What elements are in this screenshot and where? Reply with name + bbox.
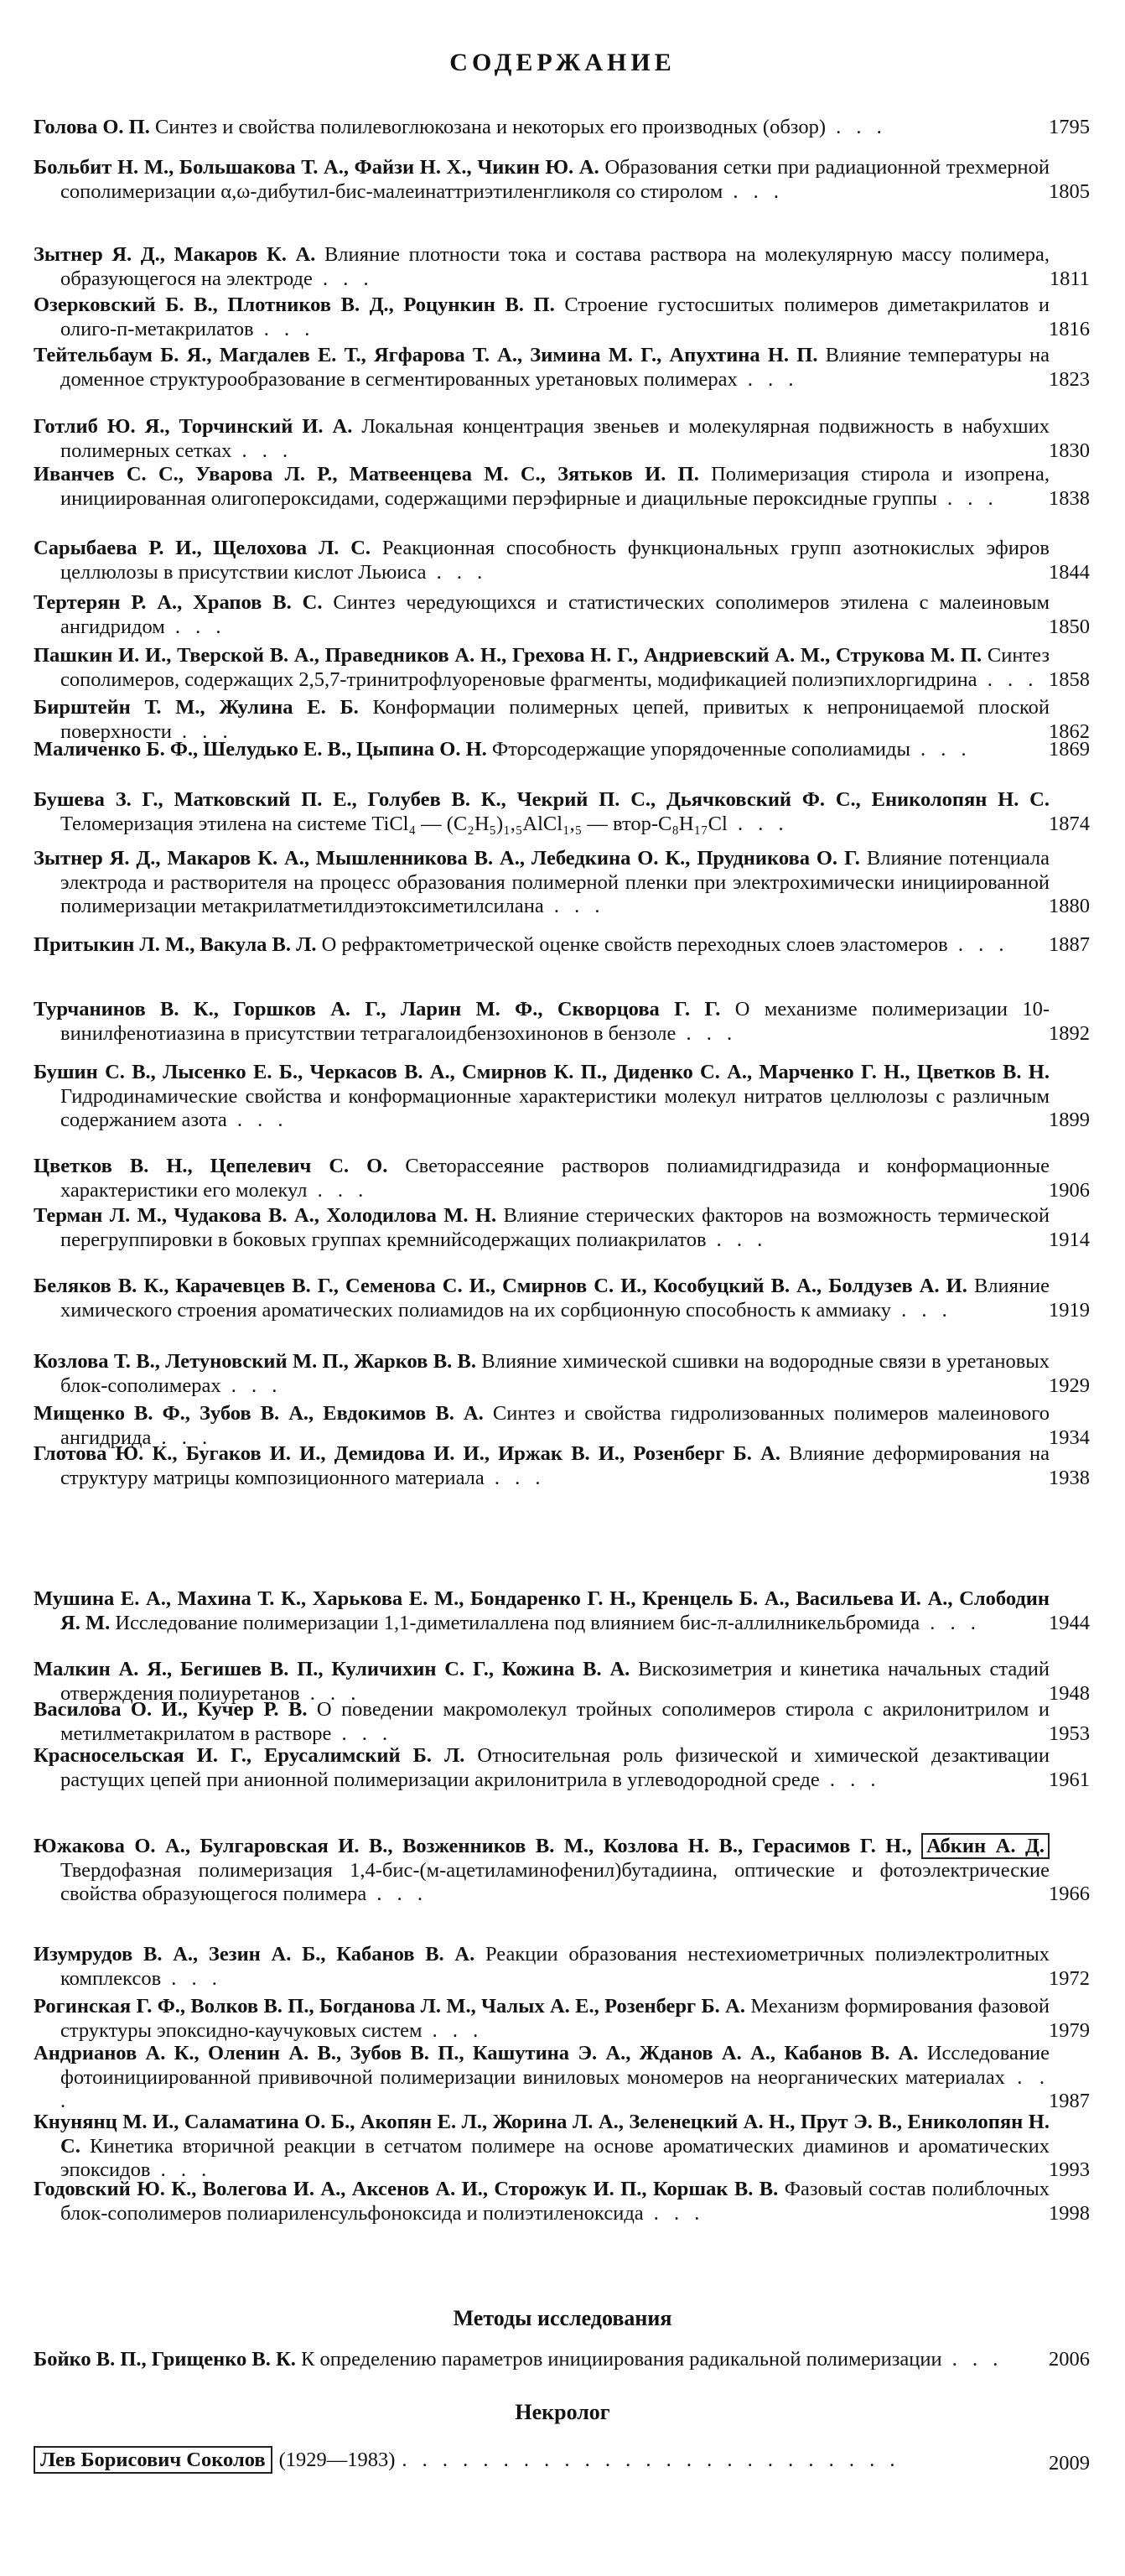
entry-text (34, 156, 1050, 204)
entry-title: Исследование полимеризации 1,1-диметилаллена под влиянием бис-π-аллилникельбромида (115, 1611, 920, 1634)
page-number: 1830 (1049, 439, 1090, 462)
entry-title: Исследование фотоинициированной прививочной полимеризации виниловых мономеров на неорганических материалах (60, 2042, 1050, 2089)
entry-authors: Тертерян Р. А., Храпов В. С. (34, 591, 323, 614)
toc-entry (34, 1442, 1090, 1490)
entry-text (34, 591, 1050, 639)
toc-entry (34, 344, 1090, 392)
entry-text (34, 998, 1050, 1046)
leader-dots: . . . (60, 2065, 1050, 2112)
entry-text (34, 415, 1050, 463)
obituary-entry (34, 2449, 1090, 2477)
entry-text (34, 1155, 1050, 1202)
leader-dots: . . . (220, 1374, 283, 1397)
page-number: 1844 (1049, 560, 1090, 584)
entry-authors: Южакова О. А., Булгаровская И. В., Возженников В. М., Козлова Н. В., Герасимов Г. Н., (34, 1835, 912, 1857)
leader-dots: . . . (331, 1722, 393, 1745)
toc-entry (34, 998, 1090, 1046)
entry-title: Конформации полимерных цепей, привитых к непроницаемой плоской поверхности (60, 696, 1050, 743)
toc-entry (34, 156, 1090, 204)
entry-text (34, 1995, 1050, 2043)
entry-title: Относительная роль физической и химической дезактивации растущих цепей при анионной полимеризации акрилонитрила в углеводородной среде (60, 1744, 1050, 1791)
entry-title: О поведении макромолекул тройных сополимеров стирола с акрилонитрилом и метилметакрилатом в растворе (60, 1698, 1050, 1745)
entry-text (34, 2178, 1050, 2225)
page-number: 1892 (1049, 1021, 1090, 1045)
entry-authors: Тейтельбаум Б. Я., Магдалев Е. Т., Ягфарова Т. А., Зимина М. Г., Апухтина Н. П. (34, 344, 818, 366)
toc-entry (34, 1995, 1090, 2043)
page-number: 1938 (1049, 1466, 1090, 1489)
page-number: 1966 (1049, 1883, 1090, 1905)
page-number: 1811 (1049, 267, 1090, 290)
page-number: 1795 (1049, 116, 1090, 138)
toc-entry (34, 1744, 1090, 1792)
entry-title: О рефрактометрической оценке свойств переходных слоев эластомеров (321, 933, 948, 956)
toc-entry (34, 1275, 1090, 1322)
entry-authors: Притыкин Л. М., Вакула В. Л. (34, 933, 317, 956)
entry-authors: Красносельская И. Г., Ерусалимский Б. Л. (34, 1744, 465, 1767)
page-number: 1880 (1049, 895, 1090, 917)
entry-text (34, 1061, 1050, 1133)
entry-title: Реакционная способность функциональных групп азотнокислых эфиров целлюлозы в присутствии кислот Льюиса (60, 537, 1050, 584)
toc-entry (34, 1061, 1090, 1133)
entry-text (34, 738, 1050, 762)
leader-dots: . . . (164, 615, 226, 638)
entry-title: Влияние химической сшивки на водородные связи в уретановых блок-сополимерах (60, 1350, 1050, 1397)
entry-authors: Андрианов А. К., Оленин А. В., Зубов В. П., Кашутина Э. А., Жданов А. А., Кабанов В. А. (34, 2042, 919, 2064)
leader-dots: . . . (312, 267, 374, 290)
leader-dots: . . . (253, 317, 315, 340)
entry-title: Фторсодержащие упорядоченные сополиамиды (491, 738, 910, 761)
page-number: 1953 (1049, 1722, 1090, 1745)
entry-authors: Зытнер Я. Д., Макаров К. А., Мышленникова В. А., Лебедкина О. К., Прудникова О. Г. (34, 847, 860, 870)
toc-entry (34, 2348, 1090, 2372)
section-title-methods: Методы исследования (453, 2306, 672, 2330)
entry-title: Полимеризация стирола и изопрена, инициированная олигопероксидами, содержащими перэфирные и диацильные пероксидные группы (60, 463, 1050, 510)
section-title-obituary: Некролог (515, 2400, 610, 2424)
entry-title: Синтез сополимеров, содержащих 2,5,7-тринитрофлуореновые фрагменты, модификацией полиэпихлоргидрина (60, 644, 1050, 691)
page-number: 1948 (1049, 1681, 1090, 1705)
page-number: 1961 (1049, 1768, 1090, 1791)
entry-text (34, 1350, 1050, 1398)
entry-authors: Голова О. П. (34, 116, 150, 138)
entry-text (34, 1442, 1050, 1490)
leader-dots: . . . (936, 486, 998, 510)
page-number: 1919 (1049, 1298, 1090, 1322)
page-number: 1869 (1049, 738, 1090, 761)
toc-entry (34, 1698, 1090, 1746)
leader-dots: . . . (947, 933, 1009, 956)
entry-authors: Мищенко В. Ф., Зубов В. А., Евдокимов В. А. (34, 1402, 484, 1425)
toc-entry (34, 1350, 1090, 1398)
entry-authors: Мушина Е. А., Махина Т. К., Харькова Е. М., Бондаренко Г. Н., Кренцель Б. А., Васильева И. А., Слободин Я. М. (34, 1587, 1050, 1634)
toc-entry (34, 591, 1090, 639)
entry-title: Гидродинамические свойства и конформационные характеристики молекул нитратов целлюлозы с различным содержанием азота (60, 1084, 1050, 1131)
toc-entry (34, 1204, 1090, 1252)
page-number: 1993 (1049, 2158, 1090, 2181)
entry-text (34, 2348, 1050, 2372)
leader-dots: . . . (543, 895, 605, 917)
entry-text (34, 463, 1050, 511)
entry-authors: Годовский Ю. К., Волегова И. А., Аксенов А. И., Сторожук И. П., Коршак В. В. (34, 2178, 779, 2200)
entry-title: Строение густосшитых полимеров диметакрилатов и олиго-п-метакрилатов (60, 293, 1050, 340)
entry-title: Теломеризация этилена на системе TiCl₄ — (C₂H₅)₁,₅AlCl₁,₅ — втор-C₈H₁₇Cl (60, 812, 728, 835)
entry-authors: Пашкин И. И., Тверской В. А., Праведников А. Н., Грехова Н. Г., Андриевский А. М., Струкова М. П. (34, 644, 982, 667)
entry-authors: Рогинская Г. Ф., Волков В. П., Богданова Л. М., Чалых А. Е., Розенберг Б. А. (34, 1995, 745, 2018)
leader-dots: . . . (941, 2348, 1003, 2371)
toc-entry (34, 1155, 1090, 1202)
entry-title: Кинетика вторичной реакции в сетчатом полимере на основе ароматических диаминов и ароматических эпоксидов (60, 2134, 1050, 2181)
page-number: 2006 (1049, 2348, 1090, 2371)
page-number: 1887 (1049, 933, 1090, 956)
entry-text (34, 1275, 1050, 1322)
entry-text (34, 788, 1050, 836)
leader-dots: . . . (643, 2201, 705, 2225)
entry-title: Фазовый состав полиблочных блок-сополимеров полиариленсульфоноксида и полиэтиленоксида (60, 2178, 1050, 2225)
entry-title: О механизме полимеризации 10-винилфенотиазина в присутствии тетрагалоидбензохинонов в бензоле (60, 998, 1050, 1045)
page-number: 1823 (1049, 367, 1090, 391)
toc-entry (34, 847, 1090, 919)
entry-title: Влияние деформирования на структуру матрицы композиционного материала (60, 1442, 1050, 1489)
entry-authors: Готлиб Ю. Я., Торчинский И. А. (34, 415, 353, 438)
entry-text (34, 696, 1050, 744)
entry-title: Влияние плотности тока и состава раствора на молекулярную массу полимера, образующегося на электроде (60, 243, 1050, 290)
toc-entry (34, 1943, 1090, 1991)
entry-authors: Иванчев С. С., Уварова Л. Р., Матвеенцева М. С., Зятьков И. П. (34, 463, 699, 486)
entry-authors: Малкин А. Я., Бегишев В. П., Куличихин С. Г., Кожина В. А. (34, 1658, 630, 1680)
page-number: 1858 (1049, 667, 1090, 691)
toc-entry (34, 293, 1090, 341)
leader-dots: . . . (977, 667, 1039, 691)
page-title: СОДЕРЖАНИЕ (449, 49, 676, 76)
page-number: 1987 (1049, 2090, 1090, 2112)
leader-dots: . . . (676, 1021, 738, 1045)
entry-text (34, 1943, 1050, 1991)
entry-text (34, 933, 1050, 958)
entry-authors: Глотова Ю. К., Бугаков И. И., Демидова И. И., Иржак В. И., Розенберг Б. А. (34, 1442, 780, 1465)
entry-title: К определению параметров инициирования радикальной полимеризации (301, 2348, 942, 2371)
entry-title: Твердофазная полимеризация 1,4-бис-(м-ацетиламинофенил)бутадиина, оптические и фотоэлектрические свойства образующегося полимера (60, 1858, 1050, 1905)
toc-entry (34, 1587, 1090, 1635)
entry-text (34, 2042, 1050, 2114)
toc-entry (34, 243, 1090, 291)
entry-authors: Кнунянц М. И., Саламатина О. Б., Акопян Е. Л., Жорина Л. А., Зеленецкий А. Н., Прут Э. В., Ениколопян Н. С. (34, 2111, 1050, 2158)
entry-authors: Зытнер Я. Д., Макаров К. А. (34, 243, 316, 266)
entry-authors: Озерковский Б. В., Плотников В. Д., Роцункин В. П. (34, 293, 555, 316)
page-number: 1874 (1049, 812, 1090, 835)
page-number: 1906 (1049, 1178, 1090, 1202)
leader-dots: . . . . . . . . . . . . . . . . . . . . . . . . . (402, 2449, 900, 2471)
leader-dots: . . . (891, 1298, 952, 1322)
leader-dots: . . . (299, 1681, 361, 1705)
entry-title: Вискозиметрия и кинетика начальных стадий отверждения полиуретанов (60, 1658, 1050, 1705)
deceased-author: Абкин А. Д. (921, 1833, 1050, 1859)
toc-entry (34, 2178, 1090, 2225)
page-number: 1929 (1049, 1374, 1090, 1397)
entry-text (34, 847, 1050, 919)
entry-authors: Бушева З. Г., Матковский П. Е., Голубев В. К., Чекрий П. С., Дьячковский Ф. С., Ениколопян Н. С. (34, 788, 1050, 811)
page-number: 1979 (1049, 2018, 1090, 2042)
toc-entry (34, 788, 1090, 836)
leader-dots: . . . (422, 2018, 484, 2042)
page-number: 1805 (1049, 179, 1090, 203)
entry-text (34, 537, 1050, 584)
obituary-years: (1929—1983) (278, 2449, 396, 2471)
leader-dots: . . . (723, 179, 785, 203)
leader-dots: . . . (307, 1178, 369, 1202)
leader-dots: . . . (819, 1768, 881, 1791)
leader-dots: . . . (737, 367, 799, 391)
page-number: 1998 (1049, 2201, 1090, 2225)
toc-entry (34, 933, 1090, 958)
leader-dots: . . . (161, 1966, 222, 1990)
entry-text (34, 293, 1050, 341)
entry-authors: Изумрудов В. А., Зезин А. Б., Кабанов В. А. (34, 1943, 475, 1966)
leader-dots: . . . (706, 1228, 768, 1251)
toc-entry (34, 537, 1090, 584)
page-number: 1944 (1049, 1611, 1090, 1634)
toc-entry (34, 696, 1090, 744)
leader-dots: . . . (171, 719, 233, 743)
page-number: 1838 (1049, 486, 1090, 510)
entry-authors: Бушин С. В., Лысенко Е. Б., Черкасов В. А., Смирнов К. П., Диденко С. А., Марченко Г. Н., Цветков В. Н. (34, 1061, 1050, 1083)
leader-dots: . . . (150, 2158, 212, 2181)
page-number: 1850 (1049, 615, 1090, 638)
entry-text (34, 116, 1050, 140)
leader-dots: . . . (484, 1466, 546, 1489)
entry-text (34, 243, 1050, 291)
leader-dots: . . . (366, 1883, 428, 1905)
entry-text (34, 1698, 1050, 1746)
entry-authors: Турчанинов В. К., Горшков А. Г., Ларин М. Ф., Скворцова Г. Г. (34, 998, 721, 1021)
entry-authors: Василова О. И., Кучер Р. В. (34, 1698, 308, 1721)
entry-authors: Сарыбаева Р. И., Щелохова Л. С. (34, 537, 371, 559)
toc-entry (34, 116, 1090, 140)
page-number: 1899 (1049, 1109, 1090, 1131)
entry-text (34, 644, 1050, 692)
leader-dots: . . . (231, 439, 293, 462)
entry-text (34, 1587, 1050, 1635)
leader-dots: . . . (727, 812, 789, 835)
entry-title: Синтез и свойства полилевоглюкозана и некоторых его производных (обзор) (154, 116, 826, 138)
toc-entry (34, 2042, 1090, 2114)
toc-entry (34, 738, 1090, 762)
leader-dots: . . . (920, 1611, 981, 1634)
entry-title: Локальная концентрация звеньев и молекулярная подвижность в набухших полимерных сетках (60, 415, 1050, 462)
entry-text (34, 1204, 1050, 1252)
entry-title: Влияние стерических факторов на возможность термической перегруппировки в боковых группах кремнийсодержащих полиакрилатов (60, 1204, 1050, 1251)
entry-title: Синтез чередующихся и статистических сополимеров этилена с малеиновым ангидридом (60, 591, 1050, 638)
entry-text (34, 1744, 1050, 1792)
entry-title: Реакции образования нестехиометричных полиэлектролитных комплексов (60, 1943, 1050, 1990)
entry-title: Влияние температуры на доменное структурообразование в сегментированных уретановых полимерах (60, 344, 1050, 391)
entry-authors: Козлова Т. В., Летуновский М. П., Жарков В. В. (34, 1350, 477, 1373)
entry-text (34, 1835, 1050, 1907)
leader-dots: . . . (151, 1426, 213, 1449)
entry-title: Образования сетки при радиационной трехмерной сополимеризации α,ω-дибутил-бис-малеинаттриэтиленгликоля со стиролом (60, 156, 1050, 203)
page-number: 1816 (1049, 317, 1090, 340)
entry-title: Синтез и свойства гидролизованных полимеров малеинового ангидрида (60, 1402, 1050, 1449)
leader-dots: . . . (226, 1109, 288, 1131)
entry-title: Влияние потенциала электрода и растворителя на процесс образования полимерной пленки при электрохимически инициированной полимеризации метакрилатметилдиэтоксиметилсилана (60, 847, 1050, 917)
leader-dots: . . . (910, 738, 972, 761)
obituary-name: Лев Борисович Соколов (34, 2446, 272, 2474)
leader-dots: . . . (826, 116, 887, 138)
page-number: 1972 (1049, 1966, 1090, 1990)
page-number: 1862 (1049, 719, 1090, 743)
entry-authors: Бойко В. П., Грищенко В. К. (34, 2348, 296, 2371)
toc-entry (34, 644, 1090, 692)
toc-entry (34, 415, 1090, 463)
toc-entry (34, 2111, 1090, 2183)
page-number: 1914 (1049, 1228, 1090, 1251)
entry-title: Механизм формирования фазовой структуры эпоксидно-каучуковых систем (60, 1995, 1050, 2042)
page-number: 1934 (1049, 1426, 1090, 1449)
page-number: 2009 (1049, 2451, 1090, 2475)
toc-entry (34, 1835, 1090, 1907)
entry-title: Светорассеяние растворов полиамидгидразида и конформационные характеристики его молекул (60, 1155, 1050, 1202)
toc-entry (34, 463, 1090, 511)
entry-authors: Цветков В. Н., Цепелевич С. О. (34, 1155, 388, 1177)
entry-authors: Бирштейн Т. М., Жулина Е. Б. (34, 696, 359, 719)
entry-text (34, 344, 1050, 392)
entry-text (34, 2111, 1050, 2183)
entry-authors: Маличенко Б. Ф., Шелудько Е. В., Цыпина О. Н. (34, 738, 487, 761)
entry-authors: Терман Л. М., Чудакова В. А., Холодилова М. Н. (34, 1204, 497, 1227)
entry-authors: Больбит Н. М., Большакова Т. А., Файзи Н. Х., Чикин Ю. А. (34, 156, 599, 179)
entry-title: Влияние химического строения ароматических полиамидов на их сорбционную способность к аммиаку (60, 1275, 1050, 1322)
entry-authors: Беляков В. К., Карачевцев В. Г., Семенова С. И., Смирнов С. И., Кособуцкий В. А., Болдузев А. И. (34, 1275, 967, 1297)
leader-dots: . . . (426, 560, 488, 584)
